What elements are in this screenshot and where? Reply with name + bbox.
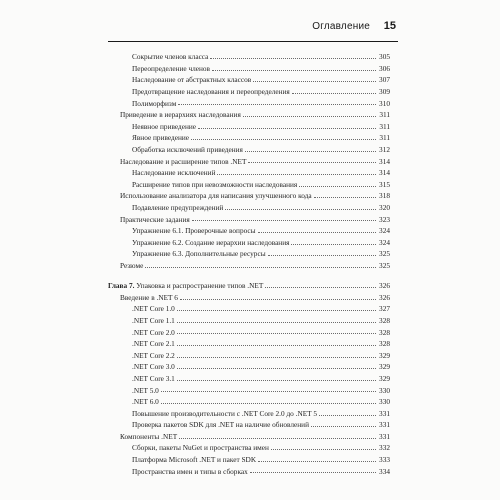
toc-page-number: 314 <box>379 168 390 178</box>
toc-entry-title: .NET 5.0 <box>132 385 159 395</box>
toc-entry-title: Введение в .NET 6 <box>120 292 178 302</box>
toc-entry-title: Упражнение 6.3. Дополнительные ресурсы <box>132 249 266 259</box>
page-number: 15 <box>383 20 396 32</box>
toc-page-number: 311 <box>379 121 390 131</box>
toc-leader-dots <box>177 310 376 311</box>
toc-entry-title: .NET Core 1.1 <box>132 315 175 325</box>
toc-entry[interactable] <box>108 336 390 348</box>
toc-entry[interactable] <box>108 382 390 394</box>
toc-entry[interactable] <box>108 49 390 61</box>
toc-entry[interactable] <box>108 394 390 406</box>
toc-leader-dots <box>271 449 376 450</box>
toc-entry[interactable] <box>108 405 390 417</box>
toc-leader-dots <box>250 472 376 473</box>
toc-leader-dots <box>253 81 376 82</box>
toc-page-number: 320 <box>379 203 390 213</box>
toc-entry-title: Компоненты .NET <box>120 431 178 441</box>
toc-page-number: 306 <box>379 63 390 73</box>
toc-entry[interactable] <box>108 235 390 247</box>
toc-entry-title: Полиморфизм <box>132 98 177 108</box>
toc-page-number: 305 <box>379 52 390 62</box>
toc-page-number: 311 <box>379 110 390 120</box>
toc-leader-dots <box>198 128 376 129</box>
toc-entry-title: Приведение в иерархиях наследования <box>120 110 241 120</box>
toc-entry-title: Сборки, пакеты NuGet и пространства имен <box>132 443 269 453</box>
toc-entry-title: Проверка пакетов SDK для .NET на наличие обновлений <box>132 420 309 430</box>
toc-chapter-row[interactable] <box>108 278 390 290</box>
toc-page-number: 325 <box>379 249 390 259</box>
toc-leader-dots <box>265 287 376 288</box>
toc-entry-title: Упражнение 6.2. Создание иерархии наследования <box>132 237 290 247</box>
toc-entry-title: .NET Core 2.1 <box>132 339 175 349</box>
toc-entry[interactable] <box>108 95 390 107</box>
toc-leader-dots <box>191 139 376 140</box>
toc-entry-title: .NET Core 1.0 <box>132 304 175 314</box>
toc-page-number: 326 <box>379 292 390 302</box>
toc-page-number: 318 <box>379 191 390 201</box>
toc-page-number: 327 <box>379 304 390 314</box>
toc-page-number: 332 <box>379 443 390 453</box>
toc-leader-dots <box>311 426 376 427</box>
toc-leader-dots <box>245 151 376 152</box>
toc-entry[interactable] <box>108 177 390 189</box>
toc-entry[interactable] <box>108 223 390 235</box>
toc-entry[interactable] <box>108 246 390 258</box>
toc-entry[interactable] <box>108 211 390 223</box>
toc-entry-title: Наследование и расширение типов .NET <box>120 156 247 166</box>
toc-group-chapter-7 <box>108 289 390 475</box>
toc-leader-dots <box>177 357 376 358</box>
toc-entry[interactable] <box>108 153 390 165</box>
toc-entry-title: Платформа Microsoft .NET и пакет SDK <box>132 455 257 465</box>
toc-page-number: 329 <box>379 373 390 383</box>
toc-entry[interactable] <box>108 429 390 441</box>
toc-entry-title: .NET Core 3.0 <box>132 362 175 372</box>
toc-group-chapter-6 <box>108 49 390 269</box>
toc-leader-dots <box>258 461 376 462</box>
toc-gap <box>108 269 390 278</box>
chapter-title: Упаковка и распространение типов .NET <box>136 281 264 291</box>
toc-entry-title: Обработка исключений приведения <box>132 145 243 155</box>
toc-entry[interactable] <box>108 72 390 84</box>
toc-entry[interactable] <box>108 463 390 475</box>
toc-leader-dots <box>177 345 376 346</box>
toc-leader-dots <box>258 232 376 233</box>
toc-page-number: 328 <box>379 315 390 325</box>
toc-leader-dots <box>210 58 376 59</box>
toc-page-number: 328 <box>379 327 390 337</box>
toc-page-number: 323 <box>379 214 390 224</box>
toc-page-number: 310 <box>379 98 390 108</box>
toc-entry[interactable] <box>108 313 390 325</box>
toc-entry-title: Использование анализатора для написания улучшенного кода <box>120 191 312 201</box>
toc-page-number: 324 <box>379 226 390 236</box>
toc-leader-dots <box>292 93 376 94</box>
toc-entry[interactable] <box>108 359 390 371</box>
toc-page-number: 325 <box>379 260 390 270</box>
toc-page-number: 312 <box>379 145 390 155</box>
toc-entry[interactable] <box>108 452 390 464</box>
toc-page-number: 330 <box>379 385 390 395</box>
toc-entry[interactable] <box>108 119 390 131</box>
toc-entry-title: Предотвращение наследования и переопределения <box>132 87 290 97</box>
toc-entry-title: Упражнение 6.1. Проверочные вопросы <box>132 226 256 236</box>
toc-entry-title: Неявное приведение <box>132 121 197 131</box>
toc-entry[interactable] <box>108 130 390 142</box>
toc-entry[interactable] <box>108 301 390 313</box>
toc-entry[interactable] <box>108 61 390 73</box>
toc-leader-dots <box>225 209 376 210</box>
toc-leader-dots <box>243 116 376 117</box>
toc-leader-dots <box>291 244 376 245</box>
toc-page-number: 329 <box>379 362 390 372</box>
toc-entry[interactable] <box>108 324 390 336</box>
toc-leader-dots <box>177 333 376 334</box>
toc-entry[interactable] <box>108 84 390 96</box>
toc-entry-title: .NET 6.0 <box>132 397 159 407</box>
toc-leader-dots <box>161 403 376 404</box>
toc-leader-dots <box>217 174 376 175</box>
toc-page-number: 326 <box>379 281 390 291</box>
toc-entry[interactable] <box>108 142 390 154</box>
toc-page-number: 311 <box>379 133 390 143</box>
toc-leader-dots <box>299 186 376 187</box>
toc-entry-title: .NET Core 2.2 <box>132 350 175 360</box>
toc-page-number: 314 <box>379 156 390 166</box>
toc-leader-dots <box>248 162 376 163</box>
toc-leader-dots <box>177 380 376 381</box>
toc-entry[interactable] <box>108 188 390 200</box>
toc-page-number: 331 <box>379 420 390 430</box>
toc-entry[interactable] <box>108 347 390 359</box>
toc-leader-dots <box>177 368 376 369</box>
toc-page-number: 333 <box>379 455 390 465</box>
toc-entry-title: Расширение типов при невозможности наследования <box>132 179 298 189</box>
toc-entry-title: Явное приведение <box>132 133 190 143</box>
toc-entry[interactable] <box>108 371 390 383</box>
toc-entry-title: Пространства имен и типы в сборках <box>132 466 248 476</box>
toc-entry-title: Наследование исключений <box>132 168 216 178</box>
page-header <box>108 20 398 42</box>
toc-entry[interactable] <box>108 289 390 301</box>
toc-entry[interactable] <box>108 258 390 270</box>
toc-page-number: 328 <box>379 339 390 349</box>
toc-entry[interactable] <box>108 165 390 177</box>
toc-entry[interactable] <box>108 417 390 429</box>
toc-page-number: 324 <box>379 237 390 247</box>
toc-page-number: 331 <box>379 408 390 418</box>
toc-leader-dots <box>177 322 376 323</box>
toc-leader-dots <box>314 197 376 198</box>
toc-entry-title: Наследование от абстрактных классов <box>132 75 252 85</box>
toc-leader-dots <box>212 70 376 71</box>
toc-entry-title: Повышение производительности с .NET Core 2.0 до .NET 5 <box>132 408 317 418</box>
toc-entry-title: .NET Core 3.1 <box>132 373 175 383</box>
toc-page-number: 331 <box>379 431 390 441</box>
toc-leader-dots <box>180 299 376 300</box>
toc-entry-title: Сокрытие членов класса <box>132 52 209 62</box>
toc-leader-dots <box>161 391 376 392</box>
toc-chapter-text <box>108 282 263 289</box>
toc-entry[interactable] <box>108 107 390 119</box>
toc-entry-title: Переопределение членов <box>132 63 210 73</box>
toc-page-number: 307 <box>379 75 390 85</box>
table-of-contents <box>108 49 390 475</box>
toc-entry[interactable] <box>108 200 390 212</box>
toc-page-number: 330 <box>379 397 390 407</box>
toc-page-number: 329 <box>379 350 390 360</box>
running-head-title: Оглавление <box>312 21 370 32</box>
toc-entry[interactable] <box>108 440 390 452</box>
toc-leader-dots <box>192 220 376 221</box>
toc-leader-dots <box>268 255 376 256</box>
toc-entry-title: Практические задания <box>120 214 190 224</box>
toc-page-number: 334 <box>379 466 390 476</box>
toc-page-number: 315 <box>379 179 390 189</box>
toc-entry-title: Подавление предупреждений <box>132 203 224 213</box>
toc-leader-dots <box>179 438 376 439</box>
toc-entry-title: .NET Core 2.0 <box>132 327 175 337</box>
chapter-label: Глава 7. <box>108 281 135 291</box>
toc-leader-dots <box>319 415 376 416</box>
toc-leader-dots <box>145 267 376 268</box>
toc-page-number: 309 <box>379 87 390 97</box>
toc-leader-dots <box>178 104 376 105</box>
toc-entry-title: Резюме <box>120 260 144 270</box>
